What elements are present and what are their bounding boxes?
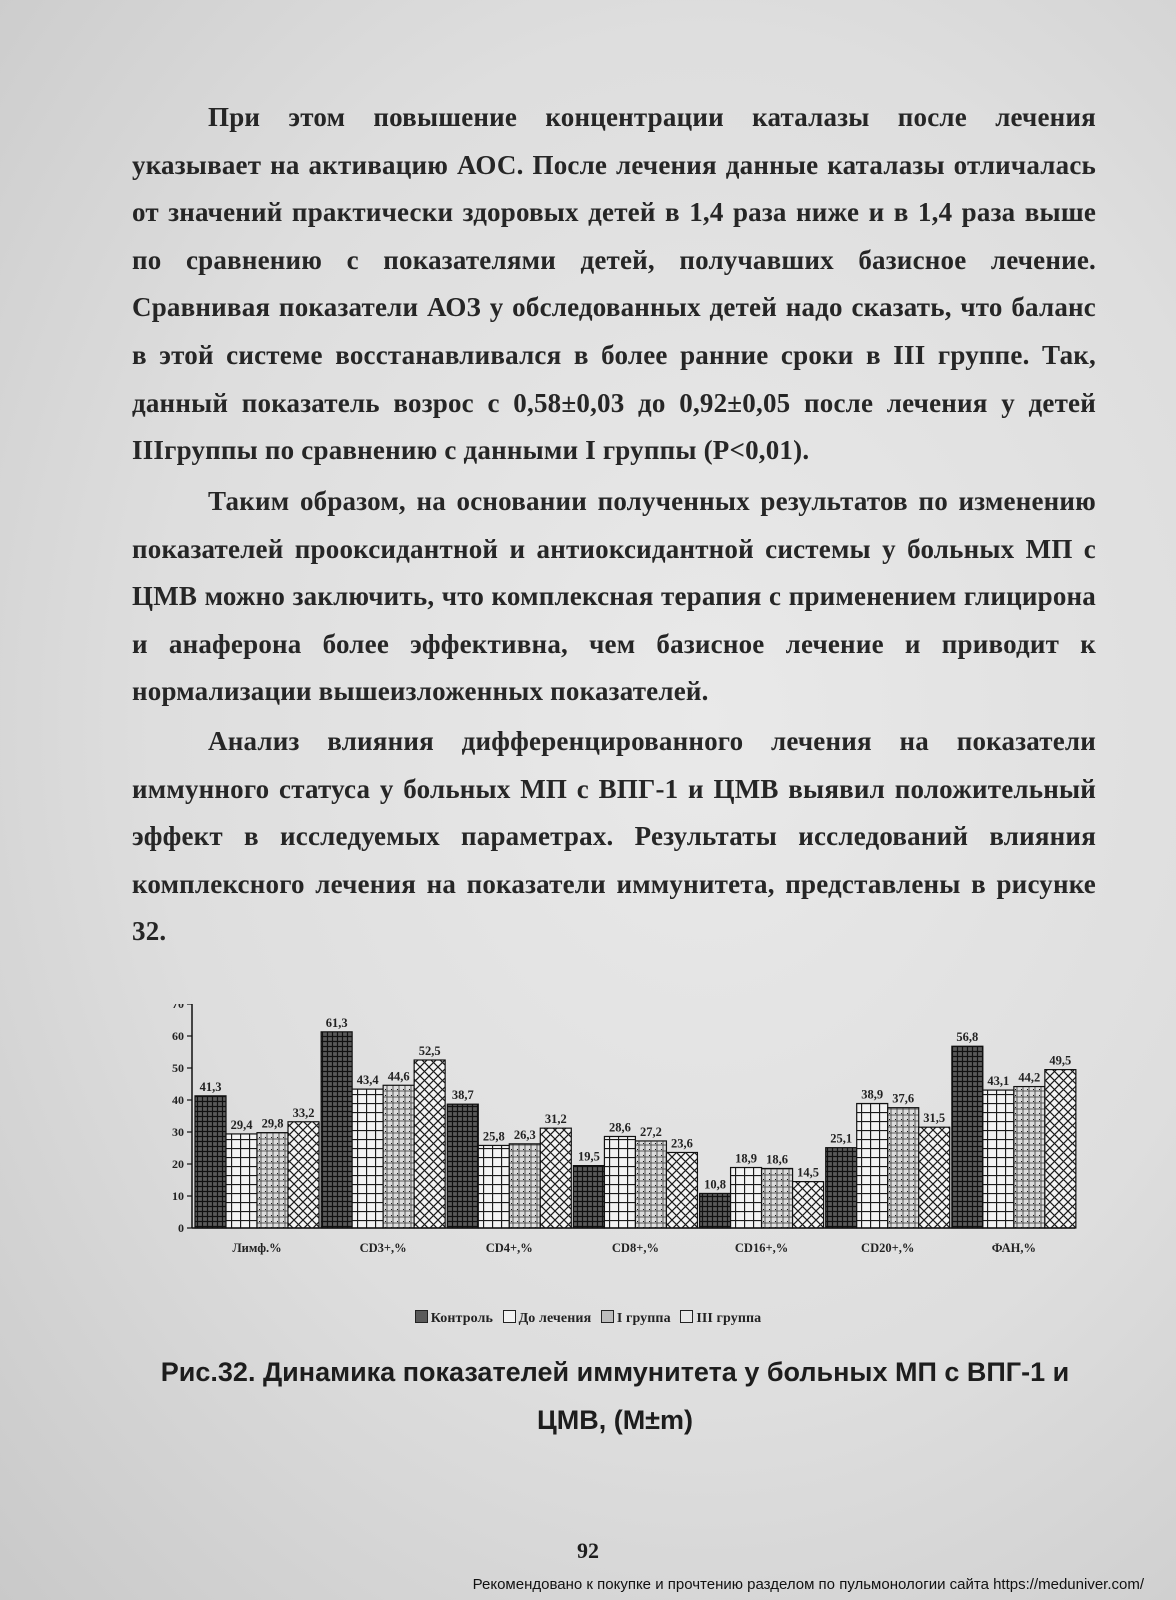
legend-label: До лечения [518,1311,592,1326]
x-category-label: CD4+,% [485,1241,533,1255]
y-tick-label: 20 [172,1157,184,1171]
y-tick-label: 30 [172,1125,184,1139]
bar-value-label: 18,6 [766,1152,789,1167]
bar-value-label: 44,6 [387,1069,410,1084]
bar-value-label: 37,6 [892,1091,915,1106]
figure-caption-line-1: Рис.32. Динамика показателей иммунитета у больных МП с ВПГ-1 и [160,1357,1070,1387]
bar-value-label: 38,9 [861,1087,884,1102]
bar-4 [540,1128,571,1228]
legend-swatch-group-3 [680,1310,693,1323]
paragraph-2: Таким образом, на основании полученных результатов по изменению показателей прооксидантной и антиоксидантной системы у больных МП с ЦМВ можно заключить, что комплексная терапия с применением глицирона и анаферона более эффективна, чем базисное лечение и приводит к нормализации вышеизложенных показателей. [132,486,1096,707]
bar-value-label: 41,3 [199,1079,222,1094]
bar-1 [447,1104,478,1228]
paragraph-1: При этом повышение концентрации каталазы после лечения указывает на активацию АОС. После лечения данные каталазы отличалась от значений практически здоровых детей в 1,4 раза ниже и в 1,4 раза выше по сравнению с показателями детей, получавших базисное лечение. Сравнивая показатели АОЗ у обследованных детей надо сказать, что баланс в этой системе восстанавливался в более ранние сроки в III группе. Так, данный показатель возрос с 0,58±0,03 до 0,92±0,05 после лечения у детей IIIгруппы по сравнению с данными I группы (Р<0,01). [132,102,1096,466]
legend-label: III группа [696,1311,762,1326]
x-category-label: CD20+,% [861,1241,915,1255]
bar-value-label: 43,4 [356,1073,379,1088]
y-tick-label: 0 [178,1221,184,1235]
bar-1 [826,1148,857,1228]
bar-value-label: 14,5 [797,1165,820,1180]
bar-1 [195,1096,226,1228]
bar-value-label: 26,3 [513,1127,536,1142]
bar-value-label: 38,7 [451,1088,474,1103]
bar-3 [1014,1087,1045,1228]
immunity-bar-chart [150,1004,1100,1324]
bar-2 [983,1090,1014,1228]
bar-2 [352,1089,383,1228]
bar-3 [762,1168,793,1228]
bar-value-label: 49,5 [1049,1053,1072,1068]
legend-item-group-3 [680,1311,761,1326]
y-tick-label: 10 [172,1189,184,1203]
y-tick-label: 60 [172,1029,184,1043]
bar-3 [888,1108,919,1228]
bar-value-label: 56,8 [956,1030,979,1045]
x-category-label: Лимф.% [232,1241,282,1255]
bar-3 [635,1141,666,1228]
legend-swatch-group-1 [601,1310,614,1323]
bar-2 [731,1168,762,1228]
x-category-label: ФАН,% [991,1241,1037,1255]
figure-caption-line-2: ЦМВ, (M±m) [536,1405,693,1435]
bar-3 [509,1144,540,1228]
bar-1 [573,1166,604,1228]
bar-value-label: 23,6 [670,1136,693,1151]
bar-4 [666,1152,697,1228]
y-tick-label: 70 [172,1004,184,1011]
bar-2 [226,1134,257,1228]
paragraph-3: Анализ влияния дифференцированного лечения на показатели иммунного статуса у больных МП с ВПГ-1 и ЦМВ выявил положительный эффект в исследуемых параметрах. Результаты исследований влияния комплексного лечения на показатели иммунитета, представлены в рисунке 32. [132,726,1096,947]
legend-item-control [415,1311,493,1326]
x-category-label: CD16+,% [734,1241,789,1255]
bar-value-label: 33,2 [292,1105,315,1120]
bar-value-label: 43,1 [987,1074,1010,1089]
x-category-label: CD3+,% [359,1241,407,1255]
x-category-label: CD8+,% [611,1241,659,1255]
legend-swatch-before-treatment [503,1310,516,1323]
bar-value-label: 31,5 [923,1111,946,1126]
bar-value-label: 25,8 [482,1129,505,1144]
legend-swatch-control [415,1310,428,1323]
bar-value-label: 29,4 [230,1117,253,1132]
y-tick-label: 50 [172,1061,184,1075]
bar-value-label: 52,5 [418,1044,441,1058]
bar-value-label: 25,1 [830,1131,853,1146]
legend-label: I группа [616,1311,671,1326]
bar-1 [700,1193,731,1228]
bar-value-label: 29,8 [261,1116,284,1131]
bar-2 [604,1136,635,1228]
chart-svg [150,1004,1100,1324]
bar-1 [321,1032,352,1228]
footer-recommendation: Рекомендовано к покупке и прочтению разделом по пульмонологии сайта https://meduniver.com/ [472,1576,1144,1593]
bar-4 [793,1182,824,1228]
bar-value-label: 28,6 [608,1120,631,1135]
bar-3 [383,1085,414,1228]
bar-value-label: 27,2 [639,1124,662,1139]
bar-2 [857,1104,888,1228]
bar-1 [952,1046,983,1228]
bar-4 [919,1127,950,1228]
bar-value-label: 10,8 [704,1177,727,1192]
bar-4 [288,1122,319,1228]
bar-4 [1045,1070,1076,1228]
bar-value-label: 31,2 [544,1112,567,1127]
legend-item-before-treatment [503,1311,592,1326]
legend-label: Контроль [430,1311,493,1326]
bar-value-label: 19,5 [577,1149,600,1164]
page-number: 92 [577,1538,599,1563]
bar-value-label: 44,2 [1018,1070,1041,1085]
y-tick-label: 40 [172,1093,184,1107]
legend-item-group-1 [601,1311,671,1326]
bar-3 [257,1133,288,1228]
bar-2 [478,1145,509,1228]
chart-legend [0,1310,1176,1327]
bar-4 [414,1060,445,1228]
bar-value-label: 18,9 [735,1151,758,1166]
bar-value-label: 61,3 [325,1015,348,1030]
